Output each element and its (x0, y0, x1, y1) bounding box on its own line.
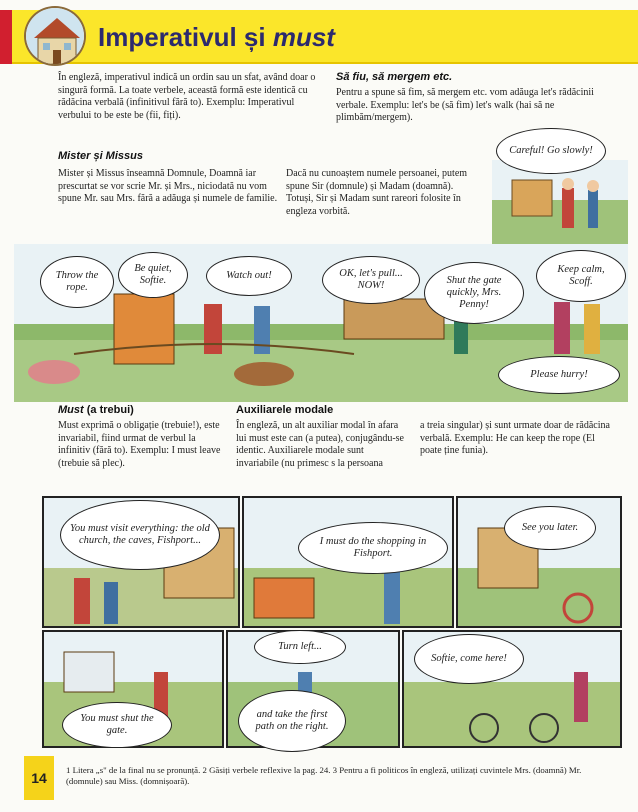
mister-heading: Mister și Missus (58, 150, 143, 162)
speech-bubble-softie-come: Softie, come here! (414, 634, 524, 684)
speech-bubble-ok-pull: OK, let's pull... NOW! (322, 256, 420, 304)
speech-bubble-must-shut-gate: You must shut the gate. (62, 702, 172, 748)
speech-bubble-shut-gate: Shut the gate quickly, Mrs. Penny! (424, 262, 524, 324)
auxiliare-paragraph-2: a treia singular) și sunt urmate doar de rădăcina verbală. Exemplu: He can keep the rope (El poate ține funia). (420, 420, 610, 457)
page-number: 14 (24, 756, 54, 800)
speech-bubble-be-quiet: Be quiet, Softie. (118, 252, 188, 298)
speech-bubble-keep-calm: Keep calm, Scoff. (536, 250, 626, 302)
mister-paragraph-2: Dacă nu cunoaștem numele persoanei, putem spune Sir (domnule) și Madam (doamnă). Totuși, Sir și Madam sunt rareori folosite în engleza vorbită. (286, 168, 468, 217)
speech-bubble-watch-out: Watch out! (206, 256, 292, 296)
speech-bubble-take-path: and take the first path on the right. (238, 690, 346, 752)
auxiliare-paragraph-1: În engleză, un alt auxiliar modal în afara lui must este can (a putea), conjugându-se identic. Auxiliarele modale sunt invariabile (nu primesc s la persoana (236, 420, 404, 469)
speech-bubble-careful: Careful! Go slowly! (496, 128, 606, 174)
speech-bubble-must-visit: You must visit everything: the old church, the caves, Fishport... (60, 500, 220, 570)
scene-illustration-careful (492, 160, 628, 256)
speech-bubble-see-you: See you later. (504, 506, 596, 550)
must-heading: Must (a trebui) (58, 404, 134, 416)
speech-bubble-please-hurry: Please hurry! (498, 356, 620, 394)
footnotes: 1 Litera „s" de la final nu se pronunță. 2 Găsiți verbele reflexive la pag. 24. 3 Pentru a fi politicos în engleză, utilizați cuvintele Mrs. (doamnă) Mr. (domnule) sau Miss. (domnișoară). (66, 765, 582, 786)
mister-paragraph-1: Mister și Missus înseamnă Domnule, Doamnă iar prescurtat se vor scrie Mr. și Mrs., niciodată nu vom spune Mr. sau Mrs. fără a adăuga și numele de familie. (58, 168, 278, 205)
sa-fiu-paragraph: Pentru a spune să fim, să mergem etc. vom adăuga let's rădăcinii verbale. Exemplu: let's be (să fim) let's walk (hai să ne plimbăm/mergem). (336, 87, 594, 124)
speech-bubble-must-shopping: I must do the shopping in Fishport. (298, 522, 448, 574)
house-icon (24, 6, 86, 66)
speech-bubble-turn-left: Turn left... (254, 630, 346, 664)
must-paragraph: Must exprimă o obligație (trebuie!), este invariabil, fiind urmat de verbul la infinitiv (fără to). Exemplu: I must leave (trebuie să plec). (58, 420, 221, 469)
page-title: Imperativul și must (98, 22, 335, 52)
banner-accent (0, 10, 12, 64)
speech-bubble-throw-rope: Throw the rope. (40, 256, 114, 308)
imperativ-paragraph: În engleză, imperativul indică un ordin sau un sfat, având doar o singură formă. La toate verbele, această formă este identică cu rădăcina verbală (infinitivul fără to). Exemplu: Imperativul verbului to be este be (fii, fiți). (58, 72, 316, 121)
sa-fiu-heading: Să fiu, să mergem etc. (336, 71, 453, 83)
auxiliare-heading: Auxiliarele modale (236, 404, 334, 416)
